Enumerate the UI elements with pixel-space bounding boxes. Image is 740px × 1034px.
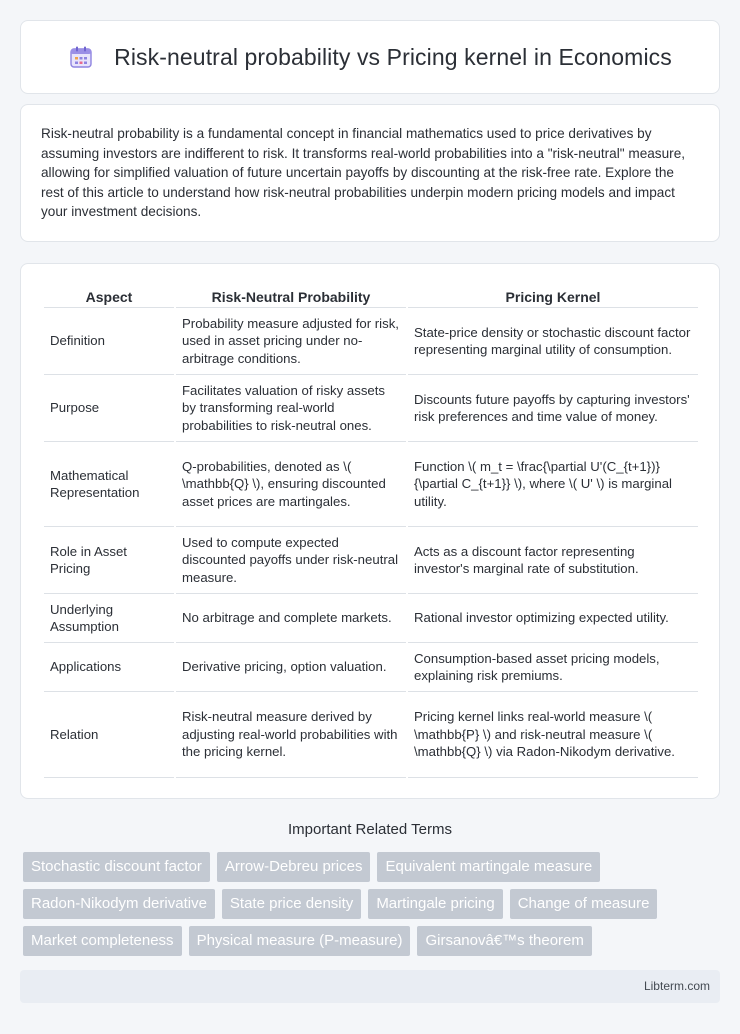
intro-card xyxy=(20,104,720,242)
table-row xyxy=(44,527,698,594)
row-risk-neutral: Risk-neutral measure derived by adjusting real-world probabilities with the pricing kernel. xyxy=(176,692,406,778)
row-pricing-kernel: Rational investor optimizing expected utility. xyxy=(408,594,698,643)
row-pricing-kernel: Acts as a discount factor representing investor's marginal rate of substitution. xyxy=(408,527,698,594)
row-risk-neutral: No arbitrage and complete markets. xyxy=(176,594,406,643)
table-row xyxy=(44,692,698,778)
tag-change-of-measure[interactable]: Change of measure xyxy=(510,889,658,919)
row-aspect: Role in Asset Pricing xyxy=(44,527,174,594)
row-aspect: Definition xyxy=(44,308,174,375)
table-row xyxy=(44,643,698,692)
row-risk-neutral: Used to compute expected discounted payoffs under risk-neutral measure. xyxy=(176,527,406,594)
footer xyxy=(20,970,720,1003)
page-title: Risk-neutral probability vs Pricing kernel in Economics xyxy=(114,43,672,70)
row-pricing-kernel: State-price density or stochastic discount factor representing marginal utility of consumption. xyxy=(408,308,698,375)
table-row xyxy=(44,594,698,643)
row-risk-neutral: Facilitates valuation of risky assets by transforming real-world probabilities to risk-neutral ones. xyxy=(176,375,406,442)
row-pricing-kernel: Discounts future payoffs by capturing investors' risk preferences and time value of money. xyxy=(408,375,698,442)
row-pricing-kernel: Function \( m_t = \frac{\partial U'(C_{t+1})}{\partial C_{t+1}} \), where \( U' \) is marginal utility. xyxy=(408,442,698,527)
row-pricing-kernel: Pricing kernel links real-world measure \( \mathbb{P} \) and risk-neutral measure \( \mathbb{Q} \) via Radon-Nikodym derivative. xyxy=(408,692,698,778)
row-aspect: Purpose xyxy=(44,375,174,442)
tag-row xyxy=(23,889,723,919)
row-aspect: Mathematical Representation xyxy=(44,442,174,527)
tag-equivalent-martingale-measure[interactable]: Equivalent martingale measure xyxy=(377,852,600,882)
table-row xyxy=(44,308,698,375)
tag-state-price-density[interactable]: State price density xyxy=(222,889,361,919)
footer-site-link[interactable]: Libterm.com xyxy=(643,979,710,993)
header xyxy=(68,44,672,71)
table-row xyxy=(44,442,698,527)
tag-physical-measure[interactable]: Physical measure (P-measure) xyxy=(189,926,411,956)
row-aspect: Underlying Assumption xyxy=(44,594,174,643)
tag-arrow-debreu-prices[interactable]: Arrow-Debreu prices xyxy=(217,852,371,882)
tag-radon-nikodym-derivative[interactable]: Radon-Nikodym derivative xyxy=(23,889,215,919)
tag-martingale-pricing[interactable]: Martingale pricing xyxy=(368,889,502,919)
header-card xyxy=(20,20,720,94)
tag-row xyxy=(23,852,723,882)
calendar-grid-icon xyxy=(68,44,94,70)
table-row xyxy=(44,375,698,442)
tag-market-completeness[interactable]: Market completeness xyxy=(23,926,182,956)
comparison-table xyxy=(42,286,700,778)
column-header-aspect: Aspect xyxy=(44,286,174,308)
column-header-pricing-kernel: Pricing Kernel xyxy=(408,286,698,308)
row-risk-neutral: Q-probabilities, denoted as \( \mathbb{Q} \), ensuring discounted asset prices are martingales. xyxy=(176,442,406,527)
row-pricing-kernel: Consumption-based asset pricing models, explaining risk premiums. xyxy=(408,643,698,692)
row-aspect: Applications xyxy=(44,643,174,692)
column-header-risk-neutral: Risk-Neutral Probability xyxy=(176,286,406,308)
tag-girsanov-theorem[interactable]: Girsanovâ€™s theorem xyxy=(417,926,591,956)
intro-paragraph: Risk-neutral probability is a fundamental concept in financial mathematics used to price derivatives by assuming investors are indifferent to risk. It transforms real-world probabilities into a "risk-neutral" measure, allowing for simplified valuation of future uncertain payoffs by discounting at the risk-free rate. Explore the rest of this article to understand how risk-neutral probabilities underpin modern pricing models and impact your investment decisions. xyxy=(41,126,686,219)
row-risk-neutral: Derivative pricing, option valuation. xyxy=(176,643,406,692)
comparison-table-card xyxy=(20,263,720,799)
tag-stochastic-discount-factor[interactable]: Stochastic discount factor xyxy=(23,852,210,882)
related-terms-list xyxy=(23,852,723,963)
row-risk-neutral: Probability measure adjusted for risk, used in asset pricing under no-arbitrage conditions. xyxy=(176,308,406,375)
row-aspect: Relation xyxy=(44,692,174,778)
tag-row xyxy=(23,926,723,956)
table-header-row xyxy=(44,286,698,308)
related-terms-title: Important Related Terms xyxy=(288,821,452,838)
